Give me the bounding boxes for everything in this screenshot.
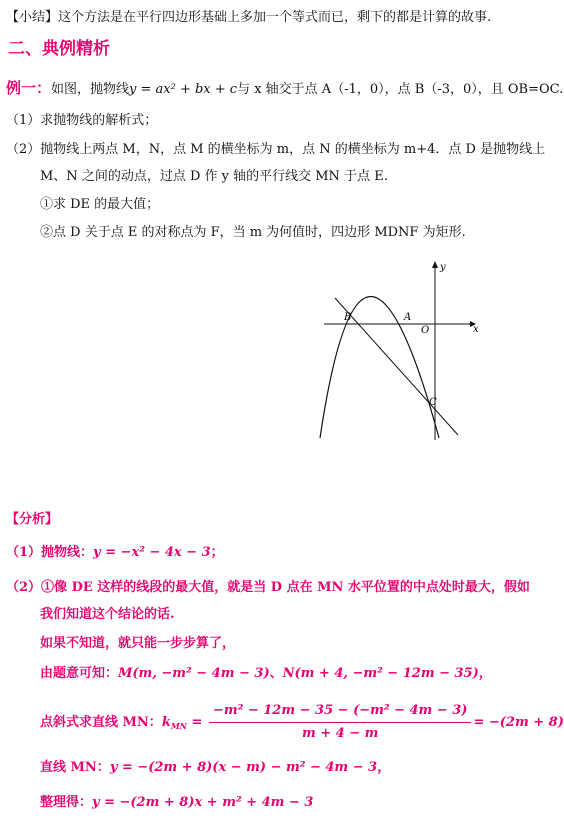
line-bc	[335, 298, 458, 435]
analysis-answer-1-eq: y = −x² − 4x − 3	[93, 545, 211, 560]
simplified-eq: y = −(2m + 8)x + m² + 4m − 3	[92, 795, 314, 810]
point-separator: 、	[269, 666, 283, 681]
summary-text: 这个方法是在平行四边形基础上多加一个等式而已，剩下的都是计算的故事.	[58, 10, 492, 25]
label-x: x	[473, 324, 479, 335]
parabola-figure	[310, 258, 485, 440]
label-o: O	[421, 325, 430, 336]
label-c: C	[429, 397, 437, 408]
point-m: M(m, −m² − 4m − 3)	[118, 666, 270, 681]
line-mn-end: ，	[377, 760, 391, 775]
label-a: A	[404, 312, 412, 323]
analysis-answer-2	[6, 579, 530, 597]
analysis-answer-1	[6, 544, 224, 562]
line-mn-label: 直线 MN：	[40, 760, 110, 775]
slope-sub: MN	[170, 721, 187, 731]
example-p2: 与 x 轴交于点 A（-1，0），点 B（-3，0），且 OB=OC.	[237, 82, 564, 97]
slope-result: = −(2m + 8)	[473, 715, 564, 730]
section-title: 二、典例精析	[8, 39, 110, 59]
y-axis-arrow	[432, 261, 438, 268]
question-2c: ①求 DE 的最大值；	[40, 197, 160, 212]
analysis-answer-2-cont: 我们知道这个结论的话.	[40, 607, 175, 622]
line-mn-eq: y = −(2m + 8)(x − m) − m² − 4m − 3	[109, 760, 378, 775]
analysis-tag: 【分析】	[6, 512, 59, 527]
analysis-points-label: 由题意可知：	[40, 666, 119, 681]
analysis-slope	[40, 702, 564, 742]
analysis-note: 如果不知道，就只能一步步算了，	[40, 636, 236, 651]
slope-k: k	[161, 715, 171, 730]
slope-numerator: −m² − 12m − 35 − (−m² − 4m − 3)	[209, 702, 472, 723]
label-b: B	[344, 312, 352, 323]
slope-fraction	[209, 702, 472, 743]
example-line-1	[6, 79, 563, 99]
example-p1: 如图，抛物线	[51, 82, 130, 97]
label-y: y	[440, 262, 446, 273]
analysis-answer-1-label: （1）抛物线：	[6, 545, 94, 560]
point-n: N(m + 4, −m² − 12m − 35)	[282, 666, 479, 681]
analysis-answer-1-end: ；	[210, 545, 224, 560]
slope-denominator: m + 4 − m	[301, 726, 379, 741]
question-2a: （2）抛物线上两点 M，N，点 M 的横坐标为 m，点 N 的横坐标为 m+4．点 D 是抛物线上	[6, 142, 546, 157]
simplified-label: 整理得：	[40, 795, 93, 810]
slope-label: 点斜式求直线 MN：	[40, 715, 162, 730]
analysis-line-mn	[40, 759, 390, 777]
summary-tag: 【小结】	[6, 10, 59, 25]
parabola-curve	[320, 297, 439, 439]
example-label: 例一：	[6, 79, 52, 97]
summary-line	[6, 9, 491, 27]
analysis-answer-2-text: DE 这样的线段的最大值，就是当 D 点在 MN 水平位置的中点处时最大，假如	[67, 580, 530, 595]
question-1: （1）求抛物线的解析式；	[6, 113, 158, 128]
analysis-simplified	[40, 794, 313, 812]
example-equation: y = ax² + bx + c	[129, 82, 238, 97]
analysis-answer-2-label: （2）①像	[6, 580, 68, 595]
slope-equals: =	[187, 715, 207, 730]
points-end: ，	[478, 666, 492, 681]
question-2d: ②点 D 关于点 E 的对称点为 F，当 m 为何值时，四边形 MDNF 为矩形.	[40, 225, 466, 240]
analysis-points	[40, 665, 492, 683]
question-2b: M、N 之间的动点，过点 D 作 y 轴的平行线交 MN 于点 E.	[40, 169, 388, 184]
